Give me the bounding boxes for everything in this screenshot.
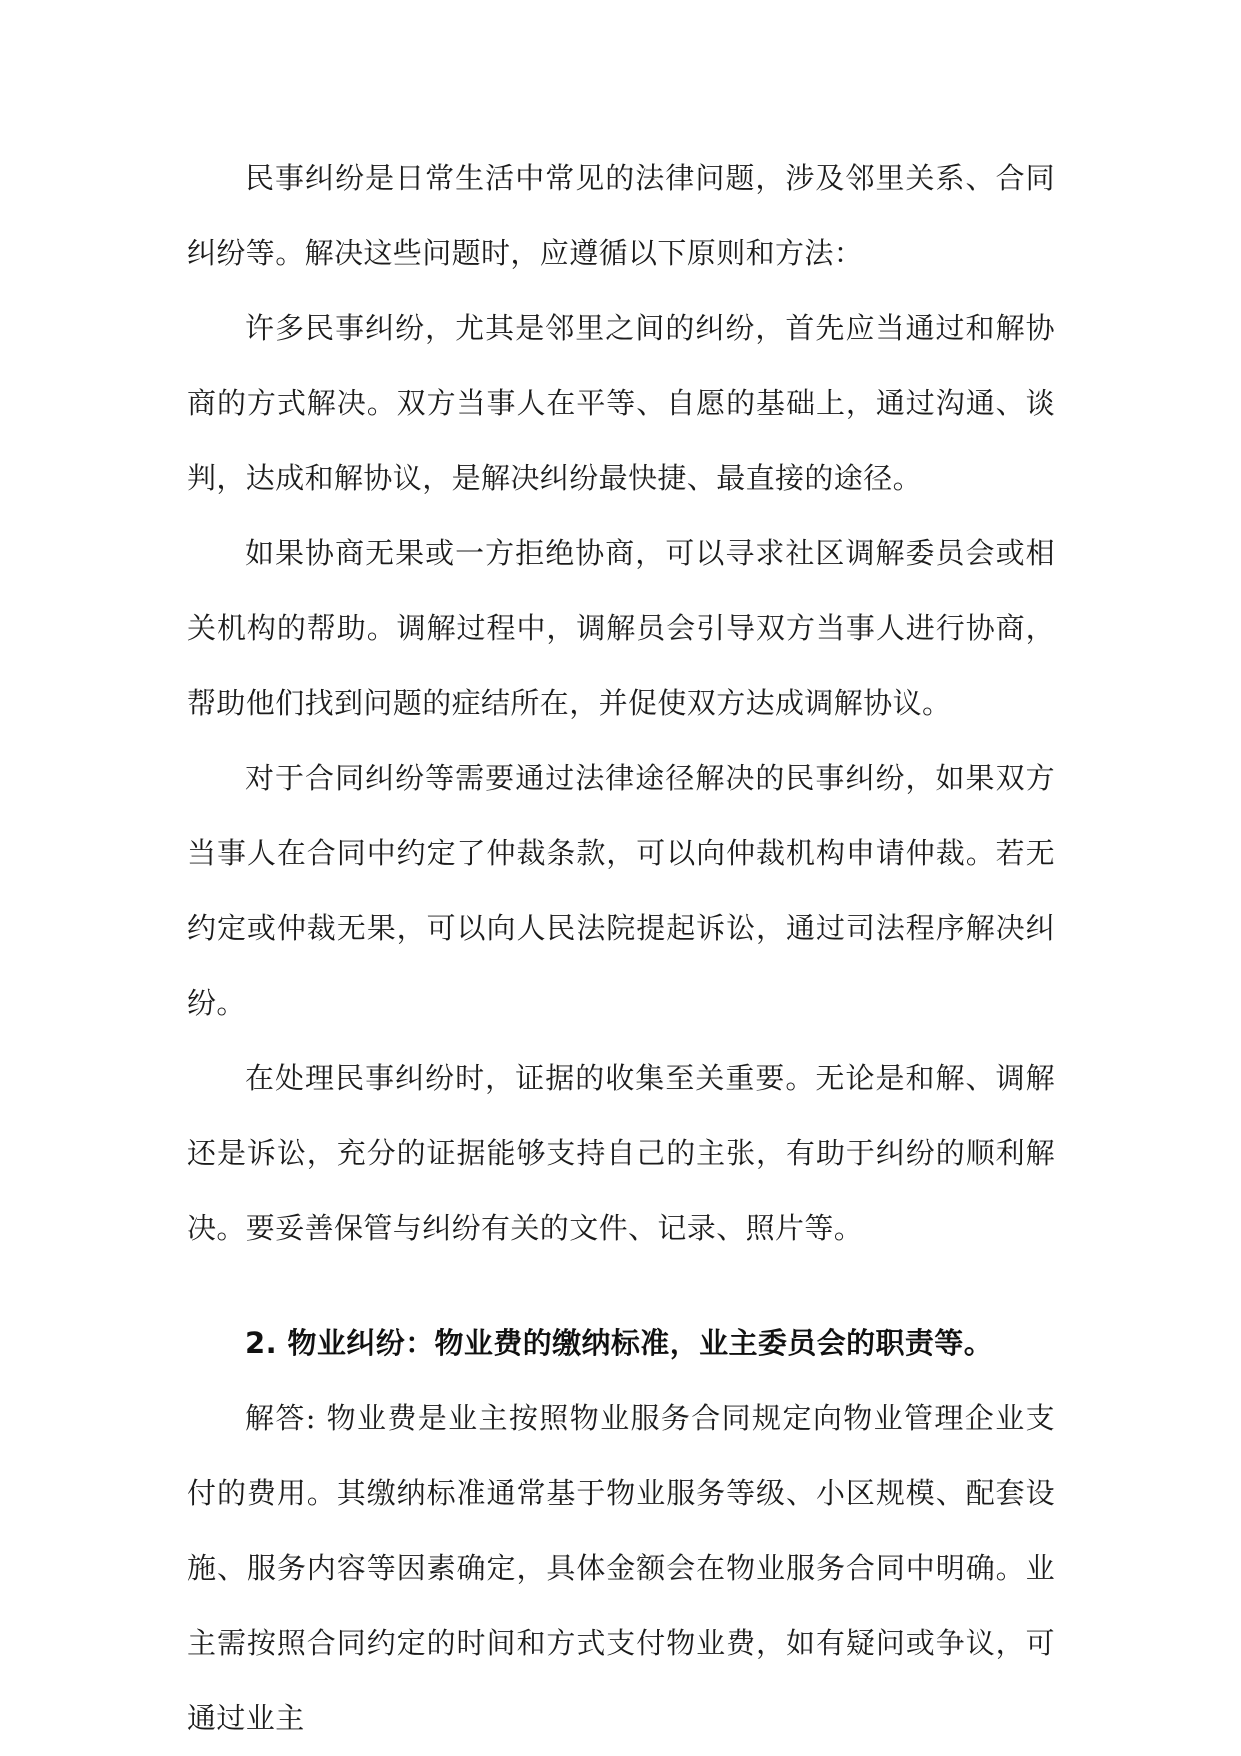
paragraph-negotiation: 许多民事纠纷，尤其是邻里之间的纠纷，首先应当通过和解协商的方式解决。双方当事人在平等、自愿的基础上，通过沟通、谈判，达成和解协议，是解决纠纷最快捷、最直接的途径。 — [187, 311, 1055, 495]
section-heading-property-dispute: 2. 物业纠纷：物业费的缴纳标准，业主委员会的职责等。 — [245, 1326, 994, 1360]
document-body — [187, 141, 1055, 1756]
paragraph-mediation: 如果协商无果或一方拒绝协商，可以寻求社区调解委员会或相关机构的帮助。调解过程中，调解员会引导双方当事人进行协商，帮助他们找到问题的症结所在，并促使双方达成调解协议。 — [187, 536, 1055, 720]
paragraph-intro: 民事纠纷是日常生活中常见的法律问题，涉及邻里关系、合同纠纷等。解决这些问题时，应遵循以下原则和方法： — [187, 161, 1055, 270]
paragraph-answer: 解答: 物业费是业主按照物业服务合同规定向物业管理企业支付的费用。其缴纳标准通常基于物业服务等级、小区规模、配套设施、服务内容等因素确定，具体金额会在物业服务合同中明确。业主需按照合同约定的时间和方式支付物业费，如有疑问或争议，可通过业主 — [187, 1401, 1055, 1735]
paragraph-arbitration-litigation: 对于合同纠纷等需要通过法律途径解决的民事纠纷，如果双方当事人在合同中约定了仲裁条款，可以向仲裁机构申请仲裁。若无约定或仲裁无果，可以向人民法院提起诉讼，通过司法程序解决纠纷。 — [187, 761, 1055, 1020]
paragraph-evidence: 在处理民事纠纷时，证据的收集至关重要。无论是和解、调解还是诉讼，充分的证据能够支持自己的主张，有助于纠纷的顺利解决。要妥善保管与纠纷有关的文件、记录、照片等。 — [187, 1061, 1055, 1245]
